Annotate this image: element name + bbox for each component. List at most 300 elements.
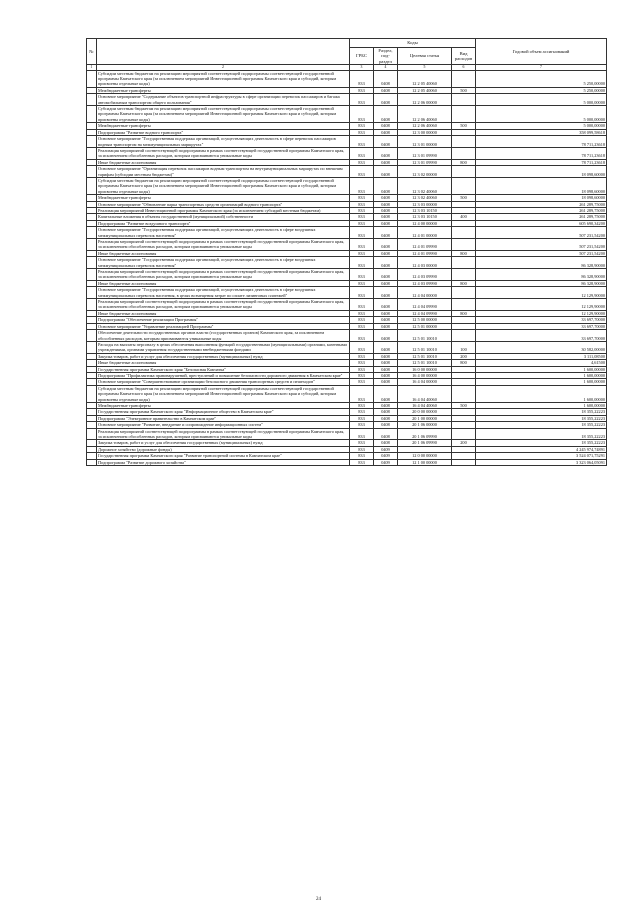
row-exptype-cell xyxy=(452,269,476,281)
row-amount-cell: 3 111,08500 xyxy=(476,353,607,359)
row-num-cell xyxy=(87,239,97,251)
table-row xyxy=(87,287,607,299)
row-name-cell: Основное мероприятие "Государственная поддержка организаций, осуществляющих деятельность в сфере воздушных межмуниципальных перевозок населения, в целях возмещения затрат по оплате лизинговых платежей" xyxy=(97,287,350,299)
row-target-cell: 12 3 02 40060 xyxy=(398,177,452,194)
row-name-cell: Дорожное хозяйство (дорожные фонды) xyxy=(97,446,350,452)
row-amount-cell: 18 355,22223 xyxy=(476,422,607,428)
row-target-cell: 12 5 01 10010 xyxy=(398,330,452,342)
row-name-cell: Субсидии местным бюджетам на реализацию мероприятий соответствующей подпрограммы соответствующей государственной программы Камчатского края (за исключением мероприятий Инвестиционной программы Камчатского края и субсидий, которым присвоены отдельные коды) xyxy=(97,177,350,194)
row-amount-cell: 86 328,90000 xyxy=(476,257,607,269)
row-num-cell xyxy=(87,459,97,465)
row-target-cell: 20 1 06 09990 xyxy=(398,428,452,440)
row-grbs-cell: 833 xyxy=(350,166,374,178)
row-name-cell: Закупка товаров, работ и услуг для обеспечения государственных (муниципальных) нужд xyxy=(97,440,350,446)
row-name-cell: Государственная программа Камчатского края "Информационное общество в Камчатском крае" xyxy=(97,409,350,415)
index-cell: 5 xyxy=(398,65,452,70)
row-target-cell: 12 4 01 00000 xyxy=(398,227,452,239)
table-row xyxy=(87,94,607,106)
row-section-cell: 0408 xyxy=(374,220,398,226)
row-name-cell: Субсидии местным бюджетам на реализацию мероприятий соответствующей подпрограммы соответствующей государственной программы Камчатского края (за исключением мероприятий Инвестиционной программы Камчатского края и субсидий, которым присвоены отдельные коды) xyxy=(97,106,350,123)
row-name-cell: Субсидии местным бюджетам на реализацию мероприятий соответствующей подпрограммы соответствующей государственной программы Камчатского края (за исключением мероприятий Инвестиционной программы Камчатского края и субсидий, которым присвоены отдельные коды) xyxy=(97,70,350,87)
row-amount-cell: 12 129,90000 xyxy=(476,299,607,311)
row-target-cell: 12 5 00 00000 xyxy=(398,317,452,323)
row-section-cell: 0408 xyxy=(374,440,398,446)
row-num-cell xyxy=(87,227,97,239)
row-section-cell: 0408 xyxy=(374,159,398,165)
row-grbs-cell: 833 xyxy=(350,385,374,402)
row-target-cell: 12 3 00 00000 xyxy=(398,129,452,135)
budget-table xyxy=(86,38,607,466)
table-row xyxy=(87,166,607,178)
row-target-cell: 12 4 04 09990 xyxy=(398,299,452,311)
row-name-cell: Межбюджетные трансферты xyxy=(97,195,350,201)
row-num-cell xyxy=(87,94,97,106)
index-cell: 3 xyxy=(350,65,374,70)
row-section-cell: 0408 xyxy=(374,360,398,366)
row-grbs-cell: 833 xyxy=(350,70,374,87)
row-section-cell: 0408 xyxy=(374,250,398,256)
row-section-cell: 0408 xyxy=(374,147,398,159)
row-name-cell: Основное мероприятие "Государственная поддержка организаций, осуществляющих деятельность в сфере воздушных межмуниципальных перевозок населения" xyxy=(97,227,350,239)
row-num-cell xyxy=(87,136,97,148)
row-amount-cell: 1 600,00000 xyxy=(476,366,607,372)
row-grbs-cell: 833 xyxy=(350,310,374,316)
table-row xyxy=(87,147,607,159)
row-amount-cell: 358 099,58618 xyxy=(476,129,607,135)
row-name-cell: Государственная программа Камчатского края "Развитие транспортной системы в Камчатском крае" xyxy=(97,453,350,459)
row-grbs-cell: 833 xyxy=(350,177,374,194)
table-row xyxy=(87,428,607,440)
table-row xyxy=(87,136,607,148)
row-name-cell: Иные бюджетные ассигнования xyxy=(97,360,350,366)
row-exptype-cell xyxy=(452,166,476,178)
row-grbs-cell: 833 xyxy=(350,201,374,207)
row-name-cell: Иные бюджетные ассигнования xyxy=(97,250,350,256)
row-exptype-cell xyxy=(452,287,476,299)
row-grbs-cell: 833 xyxy=(350,257,374,269)
row-grbs-cell: 833 xyxy=(350,422,374,428)
row-name-cell: Государственная программа Камчатского края "Безопасная Камчатка" xyxy=(97,366,350,372)
row-exptype-cell xyxy=(452,385,476,402)
row-target-cell: 12 3 01 09990 xyxy=(398,147,452,159)
row-grbs-cell: 833 xyxy=(350,440,374,446)
row-section-cell: 0408 xyxy=(374,129,398,135)
row-exptype-cell: 100 xyxy=(452,341,476,353)
row-target-cell: 12 3 03 00000 xyxy=(398,201,452,207)
row-amount-cell: 86 328,90000 xyxy=(476,280,607,286)
header-num: № xyxy=(87,39,97,65)
row-grbs-cell: 833 xyxy=(350,123,374,129)
row-section-cell: 0408 xyxy=(374,227,398,239)
row-grbs-cell: 833 xyxy=(350,360,374,366)
row-name-cell: Реализация мероприятий соответствующей подпрограммы в рамках соответствующей государственной программы Камчатского края, за исключением обособленных расходов, которым присваиваются уникальные коды xyxy=(97,299,350,311)
row-name-cell: Основное мероприятие "Развитие, внедрение и сопровождение информационных систем" xyxy=(97,422,350,428)
row-amount-cell: 4,61500 xyxy=(476,360,607,366)
row-section-cell: 0408 xyxy=(374,341,398,353)
row-section-cell: 0408 xyxy=(374,409,398,415)
row-section-cell: 0408 xyxy=(374,214,398,220)
row-amount-cell: 261 289,75000 xyxy=(476,201,607,207)
row-section-cell: 0408 xyxy=(374,385,398,402)
index-cell: 6 xyxy=(452,65,476,70)
table-row xyxy=(87,269,607,281)
row-section-cell: 0408 xyxy=(374,280,398,286)
row-grbs-cell: 833 xyxy=(350,227,374,239)
row-amount-cell: 12 129,90000 xyxy=(476,310,607,316)
row-exptype-cell: 200 xyxy=(452,353,476,359)
table-row xyxy=(87,330,607,342)
row-grbs-cell: 833 xyxy=(350,147,374,159)
row-exptype-cell xyxy=(452,106,476,123)
row-target-cell: 12 5 01 00000 xyxy=(398,323,452,329)
row-name-cell: Реализация мероприятий Инвестиционной программы Камчатского края (за исключением субсидий местным бюджетам) xyxy=(97,207,350,213)
row-name-cell: Иные бюджетные ассигнования xyxy=(97,310,350,316)
row-grbs-cell: 833 xyxy=(350,287,374,299)
row-grbs-cell: 833 xyxy=(350,159,374,165)
row-section-cell: 0408 xyxy=(374,257,398,269)
row-exptype-cell: 500 xyxy=(452,195,476,201)
row-section-cell: 0409 xyxy=(374,453,398,459)
row-exptype-cell xyxy=(452,227,476,239)
row-exptype-cell xyxy=(452,257,476,269)
row-target-cell: 12 4 04 09990 xyxy=(398,310,452,316)
table-row xyxy=(87,70,607,87)
row-name-cell: Иные бюджетные ассигнования xyxy=(97,159,350,165)
row-section-cell: 0408 xyxy=(374,287,398,299)
row-exptype-cell: 400 xyxy=(452,214,476,220)
row-name-cell: Подпрограмма "Электронное правительство в Камчатском крае" xyxy=(97,415,350,421)
row-name-cell: Субсидии местным бюджетам на реализацию мероприятий соответствующей подпрограммы соответствующей государственной программы Камчатского края (за исключением мероприятий Инвестиционной программы Камчатского края и субсидий, которым присвоены отдельные коды) xyxy=(97,385,350,402)
row-exptype-cell: 800 xyxy=(452,280,476,286)
row-amount-cell: 30 582,00000 xyxy=(476,341,607,353)
row-name-cell: Подпрограмма "Профилактика правонарушений, преступлений и повышение безопасности дорожного движения в Камчатском крае" xyxy=(97,372,350,378)
row-name-cell: Капитальные вложения в объекты государственной (муниципальной) собственности xyxy=(97,214,350,220)
row-exptype-cell: 500 xyxy=(452,402,476,408)
row-exptype-cell: 500 xyxy=(452,87,476,93)
row-num-cell xyxy=(87,385,97,402)
document-sheet xyxy=(86,38,606,466)
row-exptype-cell xyxy=(452,177,476,194)
index-cell: 1 xyxy=(87,65,97,70)
row-amount-cell: 3 323 064,05091 xyxy=(476,459,607,465)
row-name-cell: Основное мероприятие "Организация перевозок пассажиров водным транспортом на внутримуниципальных маршрутах по внешним тарифам (субсидии местным бюджетам)" xyxy=(97,166,350,178)
table-body xyxy=(87,70,607,465)
row-grbs-cell: 833 xyxy=(350,106,374,123)
row-target-cell: 20 1 06 09990 xyxy=(398,440,452,446)
row-grbs-cell: 833 xyxy=(350,220,374,226)
row-grbs-cell: 833 xyxy=(350,330,374,342)
row-name-cell: Реализация мероприятий соответствующей подпрограммы в рамках соответствующей государственной программы Камчатского края, за исключением обособленных расходов, которым присваиваются уникальные коды xyxy=(97,239,350,251)
row-section-cell: 0408 xyxy=(374,353,398,359)
row-amount-cell: 5 250,00000 xyxy=(476,87,607,93)
row-target-cell: 20 1 06 00000 xyxy=(398,422,452,428)
row-section-cell: 0408 xyxy=(374,323,398,329)
row-amount-cell: 507 231,54200 xyxy=(476,239,607,251)
row-target-cell: 12 3 02 40060 xyxy=(398,195,452,201)
row-target-cell: 12 5 01 10010 xyxy=(398,341,452,353)
row-target-cell: 16 0 00 00000 xyxy=(398,366,452,372)
row-section-cell: 0408 xyxy=(374,299,398,311)
row-num-cell xyxy=(87,330,97,342)
row-name-cell: Основное мероприятие "Государственная поддержка организаций, осуществляющих деятельность в сфере воздушных межмуниципальных перевозок населения" xyxy=(97,257,350,269)
row-num-cell xyxy=(87,299,97,311)
row-amount-cell: 18 355,22223 xyxy=(476,440,607,446)
row-amount-cell: 78 711,23618 xyxy=(476,136,607,148)
row-amount-cell: 33 697,70000 xyxy=(476,330,607,342)
row-target-cell: 12 4 03 09990 xyxy=(398,280,452,286)
row-amount-cell: 4 245 974,74891 xyxy=(476,446,607,452)
row-amount-cell: 33 697,70000 xyxy=(476,323,607,329)
row-section-cell: 0408 xyxy=(374,106,398,123)
row-section-cell: 0408 xyxy=(374,310,398,316)
row-section-cell: 0409 xyxy=(374,459,398,465)
row-target-cell: 12 4 03 09990 xyxy=(398,269,452,281)
row-grbs-cell: 833 xyxy=(350,94,374,106)
row-name-cell: Основное мероприятие "Содержание объектов транспортной инфраструктуры в сфере организации перевозок пассажиров и багажа автомобильным транспортом общего пользования" xyxy=(97,94,350,106)
row-section-cell: 0408 xyxy=(374,201,398,207)
row-name-cell: Подпрограмма "Обеспечение реализации Программы" xyxy=(97,317,350,323)
row-amount-cell: 1 600,00000 xyxy=(476,372,607,378)
row-section-cell: 0408 xyxy=(374,422,398,428)
row-amount-cell: 261 289,75000 xyxy=(476,214,607,220)
row-section-cell: 0408 xyxy=(374,269,398,281)
row-grbs-cell: 833 xyxy=(350,341,374,353)
table-row xyxy=(87,385,607,402)
row-exptype-cell xyxy=(452,147,476,159)
row-exptype-cell xyxy=(452,299,476,311)
row-grbs-cell: 833 xyxy=(350,129,374,135)
row-exptype-cell xyxy=(452,94,476,106)
row-grbs-cell: 833 xyxy=(350,239,374,251)
row-name-cell: Закупка товаров, работ и услуг для обеспечения государственных (муниципальных) нужд xyxy=(97,353,350,359)
row-section-cell: 0409 xyxy=(374,446,398,452)
row-target-cell: 12 0 00 00000 xyxy=(398,453,452,459)
row-target-cell: 12 5 01 10010 xyxy=(398,360,452,366)
row-section-cell: 0408 xyxy=(374,402,398,408)
row-section-cell: 0408 xyxy=(374,317,398,323)
row-target-cell: 16 4 04 40060 xyxy=(398,402,452,408)
row-grbs-cell: 833 xyxy=(350,372,374,378)
row-amount-cell: 261 289,75000 xyxy=(476,207,607,213)
row-num-cell xyxy=(87,177,97,194)
header-grbs: ГРБС xyxy=(350,48,374,65)
row-amount-cell: 507 231,54200 xyxy=(476,250,607,256)
row-target-cell: 12 2 06 00000 xyxy=(398,94,452,106)
index-cell: 2 xyxy=(97,65,350,70)
row-section-cell: 0408 xyxy=(374,136,398,148)
row-name-cell: Подпрограмма "Развитие воздушного транспорта" xyxy=(97,220,350,226)
row-section-cell: 0408 xyxy=(374,239,398,251)
table-row xyxy=(87,239,607,251)
row-exptype-cell xyxy=(452,136,476,148)
row-section-cell: 0408 xyxy=(374,177,398,194)
table-row xyxy=(87,106,607,123)
row-target-cell: 12 4 04 00000 xyxy=(398,287,452,299)
row-target-cell: 12 2 06 40060 xyxy=(398,123,452,129)
row-grbs-cell: 833 xyxy=(350,402,374,408)
row-exptype-cell xyxy=(452,459,476,465)
header-name xyxy=(97,39,350,65)
row-num-cell xyxy=(87,70,97,87)
row-amount-cell: 5 250,00000 xyxy=(476,70,607,87)
row-exptype-cell: 800 xyxy=(452,250,476,256)
row-grbs-cell: 833 xyxy=(350,317,374,323)
table-row xyxy=(87,227,607,239)
row-name-cell: Реализация мероприятий соответствующей подпрограммы в рамках соответствующей государственной программы Камчатского края, за исключением обособленных расходов, которым присваиваются уникальные коды xyxy=(97,269,350,281)
row-target-cell: 12 4 00 00000 xyxy=(398,220,452,226)
row-section-cell: 0408 xyxy=(374,166,398,178)
row-name-cell: Межбюджетные трансферты xyxy=(97,87,350,93)
row-grbs-cell: 833 xyxy=(350,415,374,421)
row-exptype-cell xyxy=(452,428,476,440)
row-name-cell: Реализация мероприятий соответствующей подпрограммы в рамках соответствующей государственной программы Камчатского края, за исключением обособленных расходов, которым присваиваются уникальные коды xyxy=(97,147,350,159)
row-name-cell: Основное мероприятие "Обновление парка транспортных средств организаций водного транспорта" xyxy=(97,201,350,207)
row-name-cell: Межбюджетные трансферты xyxy=(97,402,350,408)
row-target-cell: 12 1 00 00000 xyxy=(398,459,452,465)
row-target-cell: 12 4 01 09990 xyxy=(398,250,452,256)
table-row xyxy=(87,257,607,269)
row-section-cell: 0408 xyxy=(374,87,398,93)
row-amount-cell: 33 697,70000 xyxy=(476,317,607,323)
row-exptype-cell: 800 xyxy=(452,310,476,316)
row-target-cell: 12 4 03 00000 xyxy=(398,257,452,269)
row-target-cell: 12 3 03 10150 xyxy=(398,207,452,213)
index-cell: 7 xyxy=(476,65,607,70)
row-grbs-cell: 833 xyxy=(350,207,374,213)
row-grbs-cell: 833 xyxy=(350,453,374,459)
row-amount-cell: 18 355,22223 xyxy=(476,428,607,440)
row-exptype-cell: 800 xyxy=(452,360,476,366)
row-grbs-cell: 833 xyxy=(350,214,374,220)
row-grbs-cell: 833 xyxy=(350,366,374,372)
row-section-cell: 0408 xyxy=(374,195,398,201)
table-row xyxy=(87,341,607,353)
row-target-cell: 12 5 01 10010 xyxy=(398,353,452,359)
row-num-cell xyxy=(87,269,97,281)
row-target-cell: 12 3 01 00000 xyxy=(398,136,452,148)
row-target-cell: 12 3 03 10150 xyxy=(398,214,452,220)
row-amount-cell: 3 524 071,75291 xyxy=(476,453,607,459)
row-exptype-cell: 800 xyxy=(452,159,476,165)
row-num-cell xyxy=(87,287,97,299)
row-grbs-cell: 833 xyxy=(350,299,374,311)
row-name-cell: Основное мероприятие "Совершенствование организации безопасного движения транспортных средств и пешеходов" xyxy=(97,379,350,385)
row-section-cell: 0408 xyxy=(374,94,398,106)
table-row xyxy=(87,177,607,194)
header-section: Раздел, под-раздел xyxy=(374,48,398,65)
row-amount-cell: 605 690,34200 xyxy=(476,220,607,226)
row-name-cell: Расходы на выплаты персоналу в целях обеспечения выполнения функций государственными (муниципальными) органами, казенными учреждениями, органами управления государственными внебюджетными фондами xyxy=(97,341,350,353)
row-grbs-cell: 833 xyxy=(350,379,374,385)
row-target-cell: 12 2 06 40060 xyxy=(398,106,452,123)
row-amount-cell: 18 355,22223 xyxy=(476,415,607,421)
row-section-cell: 0408 xyxy=(374,379,398,385)
row-exptype-cell xyxy=(452,330,476,342)
row-section-cell: 0408 xyxy=(374,428,398,440)
row-section-cell: 0408 xyxy=(374,70,398,87)
row-section-cell: 0408 xyxy=(374,372,398,378)
row-num-cell xyxy=(87,166,97,178)
row-section-cell: 0408 xyxy=(374,123,398,129)
row-amount-cell: 5 000,00000 xyxy=(476,106,607,123)
row-target-cell: 12 2 05 40060 xyxy=(398,70,452,87)
table-row xyxy=(87,459,607,465)
row-grbs-cell: 833 xyxy=(350,446,374,452)
row-amount-cell: 86 328,90000 xyxy=(476,269,607,281)
row-amount-cell: 5 000,00000 xyxy=(476,123,607,129)
table-row xyxy=(87,299,607,311)
row-amount-cell: 78 711,23618 xyxy=(476,159,607,165)
row-num-cell xyxy=(87,341,97,353)
header-amount: Годовой объем ассигнований xyxy=(476,39,607,65)
row-exptype-cell: 200 xyxy=(452,440,476,446)
table-header xyxy=(87,39,607,71)
row-exptype-cell xyxy=(452,70,476,87)
row-grbs-cell: 833 xyxy=(350,459,374,465)
page-number: 24 xyxy=(316,897,321,902)
row-grbs-cell: 833 xyxy=(350,269,374,281)
row-exptype-cell: 500 xyxy=(452,123,476,129)
row-target-cell: 20 0 00 00000 xyxy=(398,409,452,415)
row-amount-cell: 18 098,60000 xyxy=(476,166,607,178)
header-exp-type: Вид расходов xyxy=(452,48,476,65)
row-target-cell: 16 4 00 00000 xyxy=(398,372,452,378)
index-cell: 4 xyxy=(374,65,398,70)
row-name-cell: Подпрограмма "Развитие дорожного хозяйства" xyxy=(97,459,350,465)
header-target: Целевая статья xyxy=(398,48,452,65)
row-amount-cell: 12 129,90000 xyxy=(476,287,607,299)
row-name-cell: Подпрограмма "Развитие водного транспорта" xyxy=(97,129,350,135)
row-name-cell: Межбюджетные трансферты xyxy=(97,123,350,129)
row-amount-cell: 18 098,60000 xyxy=(476,195,607,201)
row-amount-cell: 1 600,00000 xyxy=(476,385,607,402)
row-target-cell: 12 3 02 00000 xyxy=(398,166,452,178)
row-name-cell: Основное мероприятие "Управление реализацией Программы" xyxy=(97,323,350,329)
row-num-cell xyxy=(87,106,97,123)
row-grbs-cell: 833 xyxy=(350,250,374,256)
row-amount-cell: 5 000,00000 xyxy=(476,94,607,106)
row-grbs-cell: 833 xyxy=(350,409,374,415)
row-grbs-cell: 833 xyxy=(350,280,374,286)
row-target-cell: 12 4 01 09990 xyxy=(398,239,452,251)
row-amount-cell: 18 355,22223 xyxy=(476,409,607,415)
row-num-cell xyxy=(87,147,97,159)
row-name-cell: Реализация мероприятий соответствующей подпрограммы в рамках соответствующей государственной программы Камчатского края, за исключением обособленных расходов, которым присваиваются уникальные коды xyxy=(97,428,350,440)
row-num-cell xyxy=(87,428,97,440)
row-name-cell: Основное мероприятие "Государственная поддержка организаций, осуществляющих деятельность в сфере перевозок пассажиров водным транспортом на межмуниципальных маршрутах" xyxy=(97,136,350,148)
row-amount-cell: 1 600,00000 xyxy=(476,379,607,385)
row-amount-cell: 78 711,23618 xyxy=(476,147,607,159)
row-num-cell xyxy=(87,257,97,269)
row-section-cell: 0408 xyxy=(374,366,398,372)
row-amount-cell: 507 231,54200 xyxy=(476,227,607,239)
row-section-cell: 0408 xyxy=(374,415,398,421)
row-amount-cell: 18 098,60000 xyxy=(476,177,607,194)
row-target-cell: 16 4 04 00000 xyxy=(398,379,452,385)
row-grbs-cell: 833 xyxy=(350,323,374,329)
row-grbs-cell: 833 xyxy=(350,353,374,359)
row-target-cell: 12 3 01 09990 xyxy=(398,159,452,165)
row-name-cell: Иные бюджетные ассигнования xyxy=(97,280,350,286)
row-target-cell: 12 2 05 40060 xyxy=(398,87,452,93)
row-amount-cell: 1 600,00000 xyxy=(476,402,607,408)
row-name-cell: Обеспечение деятельности государственных органов власти (государственных органов) Камчатского края, за исключением обособленных расходов, которым присваиваются уникальные коды xyxy=(97,330,350,342)
row-section-cell: 0408 xyxy=(374,207,398,213)
row-grbs-cell: 833 xyxy=(350,136,374,148)
row-grbs-cell: 833 xyxy=(350,87,374,93)
row-grbs-cell: 833 xyxy=(350,195,374,201)
row-exptype-cell xyxy=(452,239,476,251)
